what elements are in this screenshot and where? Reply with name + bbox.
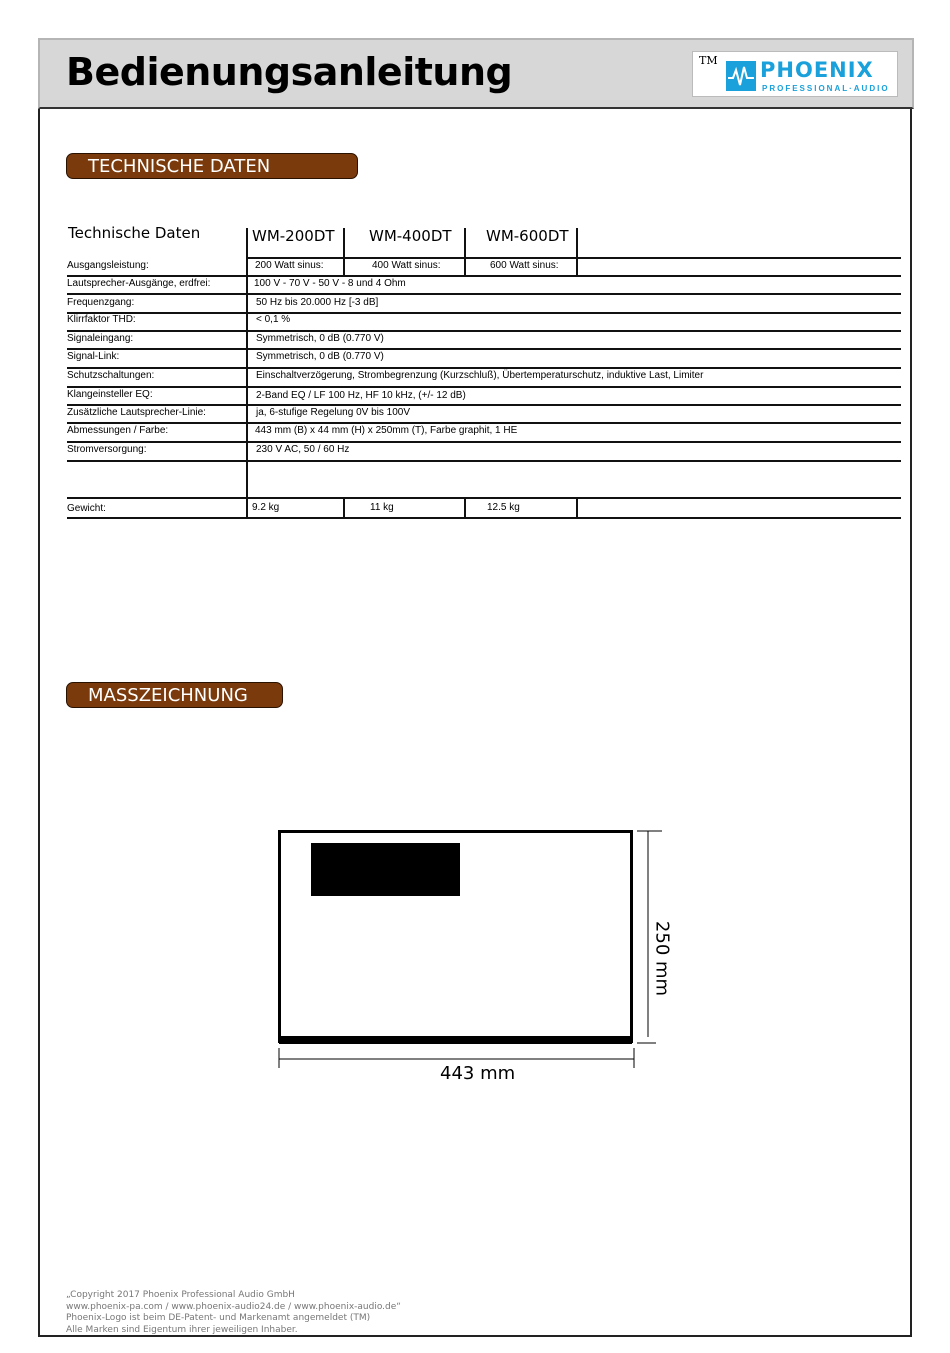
cell-value: 12.5 kg — [487, 502, 520, 513]
footer-line: Phoenix-Logo ist beim DE-Patent- und Markenamt angemeldet (TM) — [66, 1313, 371, 1323]
logo-name: PHOENIX — [760, 58, 874, 82]
cell-value: 200 Watt sinus: — [255, 260, 324, 271]
cell-value: 2-Band EQ / LF 100 Hz, HF 10 kHz, (+/- 12 dB) — [256, 390, 466, 401]
cell-value: 100 V - 70 V - 50 V - 8 und 4 Ohm — [254, 278, 406, 289]
page-title: Bedienungsanleitung — [66, 50, 513, 94]
table-divider — [343, 498, 345, 518]
logo-subtitle: PROFESSIONAL·AUDIO — [762, 84, 890, 93]
row-label: Lautsprecher-Ausgänge, erdfrei: — [67, 278, 211, 289]
model-header: WM-400DT — [369, 227, 452, 245]
row-label: Klangeinsteller EQ: — [67, 389, 153, 400]
table-rule — [246, 257, 901, 259]
table-rule — [67, 404, 901, 406]
table-divider — [343, 228, 345, 275]
cell-value: < 0,1 % — [256, 314, 291, 325]
table-divider — [576, 228, 578, 275]
section-masszeichnung: MASSZEICHNUNG — [66, 682, 283, 708]
table-rule — [67, 517, 901, 519]
width-label: 443 mm — [440, 1063, 516, 1084]
table-rule — [67, 441, 901, 443]
row-label: Klirrfaktor THD: — [67, 314, 136, 325]
table-divider — [464, 498, 466, 518]
row-label: Signal-Link: — [67, 351, 120, 362]
model-header: WM-600DT — [486, 227, 569, 245]
depth-label: 250 mm — [651, 920, 673, 997]
table-rule — [67, 497, 901, 499]
table-rule — [67, 422, 901, 424]
row-label: Schutzschaltungen: — [67, 370, 155, 381]
table-rule — [67, 386, 901, 388]
dimension-drawing — [270, 825, 670, 1095]
cell-value: Symmetrisch, 0 dB (0.770 V) — [256, 333, 384, 344]
table-divider — [246, 228, 248, 518]
row-label: Gewicht: — [67, 503, 106, 514]
waveform-icon — [726, 61, 756, 91]
table-rule — [67, 293, 901, 295]
table-heading: Technische Daten — [68, 224, 201, 242]
footer-line: Alle Marken sind Eigentum ihrer jeweiligen Inhaber. — [66, 1324, 298, 1335]
section-technische-daten: TECHNISCHE DATEN — [66, 153, 358, 179]
table-rule — [67, 460, 901, 462]
table-rule — [67, 275, 901, 277]
footer-line: www.phoenix-pa.com / www.phoenix-audio24.de / www.phoenix-audio.de“ — [66, 1301, 401, 1312]
footer-copyright — [66, 1290, 401, 1336]
row-label: Stromversorgung: — [67, 444, 147, 455]
row-label: Abmessungen / Farbe: — [67, 425, 169, 436]
table-rule — [67, 367, 901, 369]
row-label: Ausgangsleistung: — [67, 260, 149, 271]
row-label: Zusätzliche Lautsprecher-Linie: — [67, 407, 206, 418]
cell-value: 11 kg — [370, 502, 394, 513]
table-rule — [67, 330, 901, 332]
table-rule — [67, 312, 901, 314]
table-divider — [576, 498, 578, 518]
cell-value: 400 Watt sinus: — [372, 260, 441, 271]
cell-value: Symmetrisch, 0 dB (0.770 V) — [256, 351, 384, 362]
cell-value: Einschaltverzögerung, Strombegrenzung (Kurzschluß), Übertemperaturschutz, induktive Last, Limiter — [256, 370, 704, 381]
display-block — [311, 843, 460, 896]
cell-value: 443 mm (B) x 44 mm (H) x 250mm (T), Farbe graphit, 1 HE — [255, 425, 518, 436]
cell-value: ja, 6-stufige Regelung 0V bis 100V — [256, 407, 410, 418]
row-label: Frequenzgang: — [67, 297, 135, 308]
cell-value: 600 Watt sinus: — [490, 260, 559, 271]
trademark-mark: TM — [699, 54, 718, 67]
cell-value: 230 V AC, 50 / 60 Hz — [256, 444, 350, 455]
footer-line: „Copyright 2017 Phoenix Professional Audio GmbH — [66, 1290, 295, 1300]
cell-value: 50 Hz bis 20.000 Hz [-3 dB] — [256, 297, 379, 308]
model-header: WM-200DT — [252, 227, 335, 245]
cell-value: 9.2 kg — [252, 502, 280, 513]
front-panel-bar — [279, 1036, 632, 1044]
row-label: Signaleingang: — [67, 333, 134, 344]
table-rule — [67, 348, 901, 350]
table-divider — [464, 228, 466, 275]
